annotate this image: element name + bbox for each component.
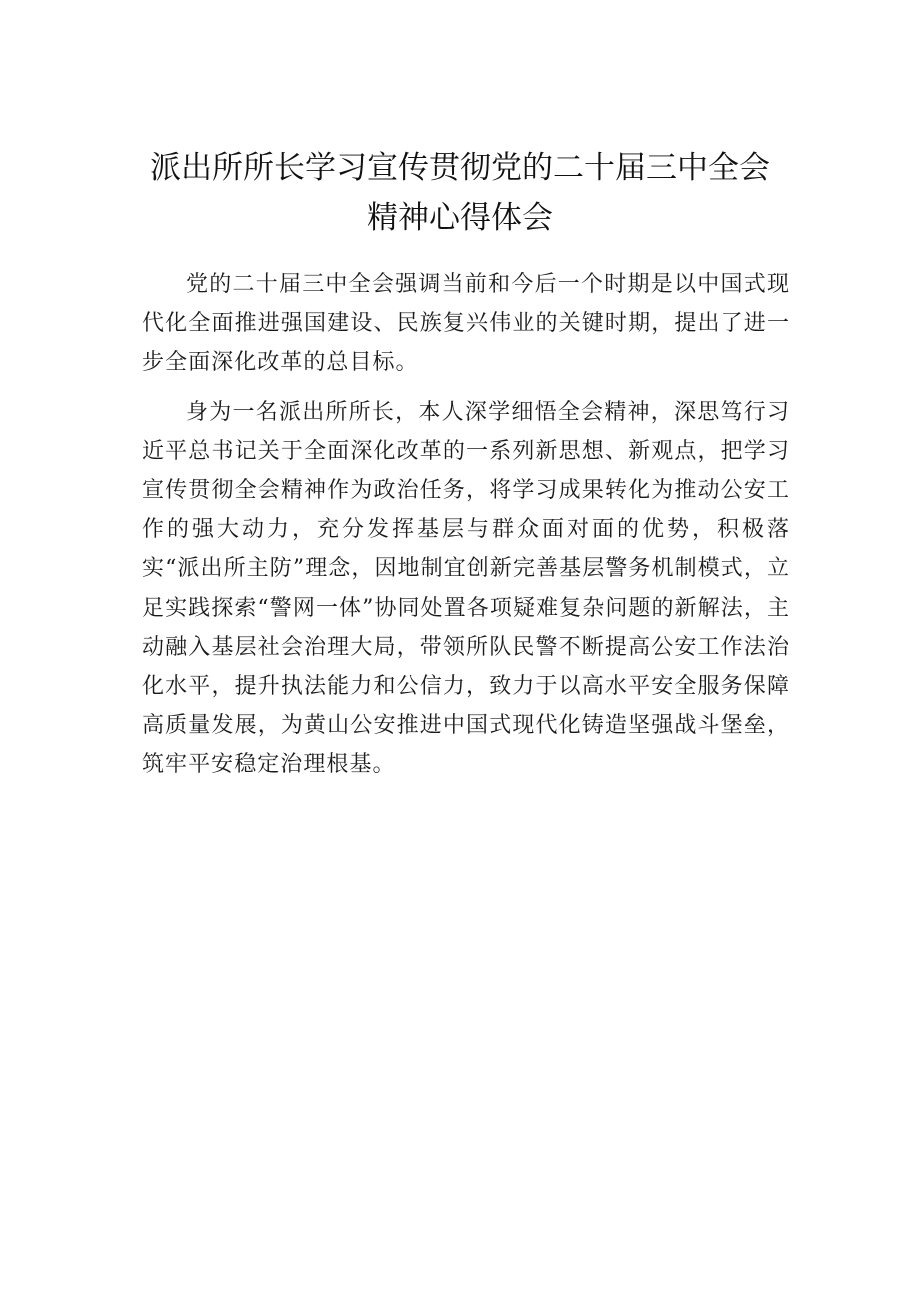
title-line-2: 精神心得体会 (367, 200, 553, 236)
document-title (100, 143, 820, 243)
paragraph-2: 身为一名派出所所长，本人深学细悟全会精神，深思笃行习近平总书记关于全面深化改革的一系列新思想、新观点，把学习宣传贯彻全会精神作为政治任务，将学习成果转化为推动公安工作的强大动力，充分发挥基层与群众面对面的优势，积极落实“派出所主防”理念，因地制宜创新完善基层警务机制模式，立足实践探索“警网一体”协同处置各项疑难复杂问题的新解法，主动融入基层社会治理大局，带领所队民警不断提高公安工作法治化水平，提升执法能力和公信力，致力于以高水平安全服务保障高质量发展，为黄山公安推进中国式现代化铸造坚强战斗堡垒，筑牢平安稳定治理根基。 (142, 399, 790, 778)
paragraph-1: 党的二十届三中全会强调当前和今后一个时期是以中国式现代化全面推进强国建设、民族复兴伟业的关键时期，提出了进一步全面深化改革的总目标。 (142, 272, 790, 376)
document-body (142, 265, 790, 795)
title-line-1: 派出所所长学习宣传贯彻党的二十届三中全会 (150, 150, 770, 186)
